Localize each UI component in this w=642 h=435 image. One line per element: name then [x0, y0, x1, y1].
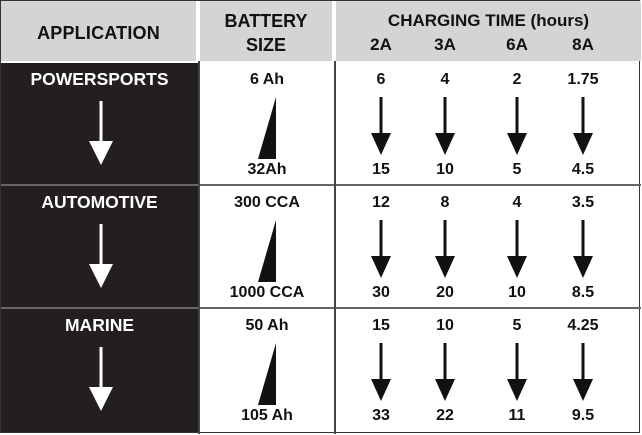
time-min-6a: 2	[512, 71, 522, 88]
time-min-6a: 4	[512, 194, 522, 211]
time-max-8a: 4.5	[571, 161, 595, 178]
header-charging-time	[336, 1, 641, 61]
black-down-arrow-icon	[435, 97, 455, 155]
black-down-arrow-icon	[371, 343, 391, 401]
black-down-arrow-icon	[573, 343, 593, 401]
time-max-6a: 10	[508, 284, 526, 301]
size-min: 50 Ah	[245, 317, 289, 334]
size-min: 6 Ah	[249, 71, 285, 88]
size-increase-wedge-icon	[258, 220, 276, 282]
header-application-label: APPLICATION	[37, 23, 160, 43]
size-max: 1000 CCA	[229, 284, 305, 301]
black-down-arrow-icon	[573, 97, 593, 155]
header-battery-size	[200, 1, 334, 61]
time-max-3a: 10	[436, 161, 454, 178]
row-powersports-application	[1, 63, 198, 184]
time-min-2a: 6	[376, 71, 386, 88]
header-current-3a: 3A	[434, 35, 456, 54]
size-increase-wedge-icon	[258, 97, 276, 159]
black-down-arrow-icon	[507, 97, 527, 155]
time-max-3a: 20	[436, 284, 454, 301]
time-min-6a: 5	[512, 317, 522, 334]
application-name: MARINE	[64, 315, 135, 335]
header-current-2a: 2A	[370, 35, 392, 54]
column-divider	[198, 61, 200, 434]
time-max-2a: 30	[372, 284, 390, 301]
black-down-arrow-icon	[507, 220, 527, 278]
time-max-6a: 11	[508, 407, 526, 424]
time-max-3a: 22	[436, 407, 454, 424]
size-min: 300 CCA	[234, 194, 300, 211]
size-max: 105 Ah	[241, 407, 293, 424]
row-marine-size	[200, 309, 334, 432]
application-name: POWERSPORTS	[30, 69, 169, 89]
row-marine-application	[1, 309, 198, 432]
white-down-arrow-icon	[89, 347, 113, 411]
time-min-3a: 8	[440, 194, 450, 211]
application-name: AUTOMOTIVE	[41, 192, 158, 212]
time-max-2a: 15	[372, 161, 390, 178]
white-down-arrow-icon	[89, 224, 113, 288]
time-max-8a: 8.5	[571, 284, 595, 301]
header-current-8a: 8A	[572, 35, 594, 54]
header-application	[1, 1, 198, 61]
header-current-6a: 6A	[506, 35, 528, 54]
black-down-arrow-icon	[435, 343, 455, 401]
time-max-6a: 5	[512, 161, 522, 178]
time-min-8a: 3.5	[571, 194, 595, 211]
time-min-8a: 4.25	[567, 317, 599, 334]
white-down-arrow-icon	[89, 101, 113, 165]
black-down-arrow-icon	[371, 220, 391, 278]
row-automotive-size	[200, 186, 334, 307]
size-increase-wedge-icon	[258, 343, 276, 405]
header-battery-label: BATTERY	[224, 11, 308, 31]
black-down-arrow-icon	[435, 220, 455, 278]
header-size-label: SIZE	[245, 35, 286, 55]
size-max: 32Ah	[247, 161, 287, 178]
black-down-arrow-icon	[507, 343, 527, 401]
time-max-2a: 33	[372, 407, 390, 424]
column-divider	[334, 61, 336, 434]
header-charging-title: CHARGING TIME (hours)	[387, 11, 590, 30]
time-min-2a: 15	[372, 317, 390, 334]
black-down-arrow-icon	[371, 97, 391, 155]
time-min-8a: 1.75	[567, 71, 599, 88]
time-max-8a: 9.5	[571, 407, 595, 424]
black-down-arrow-icon	[573, 220, 593, 278]
row-automotive-application	[1, 186, 198, 307]
time-min-2a: 12	[372, 194, 390, 211]
time-min-3a: 10	[436, 317, 454, 334]
time-min-3a: 4	[440, 71, 450, 88]
row-powersports-size	[200, 63, 334, 184]
